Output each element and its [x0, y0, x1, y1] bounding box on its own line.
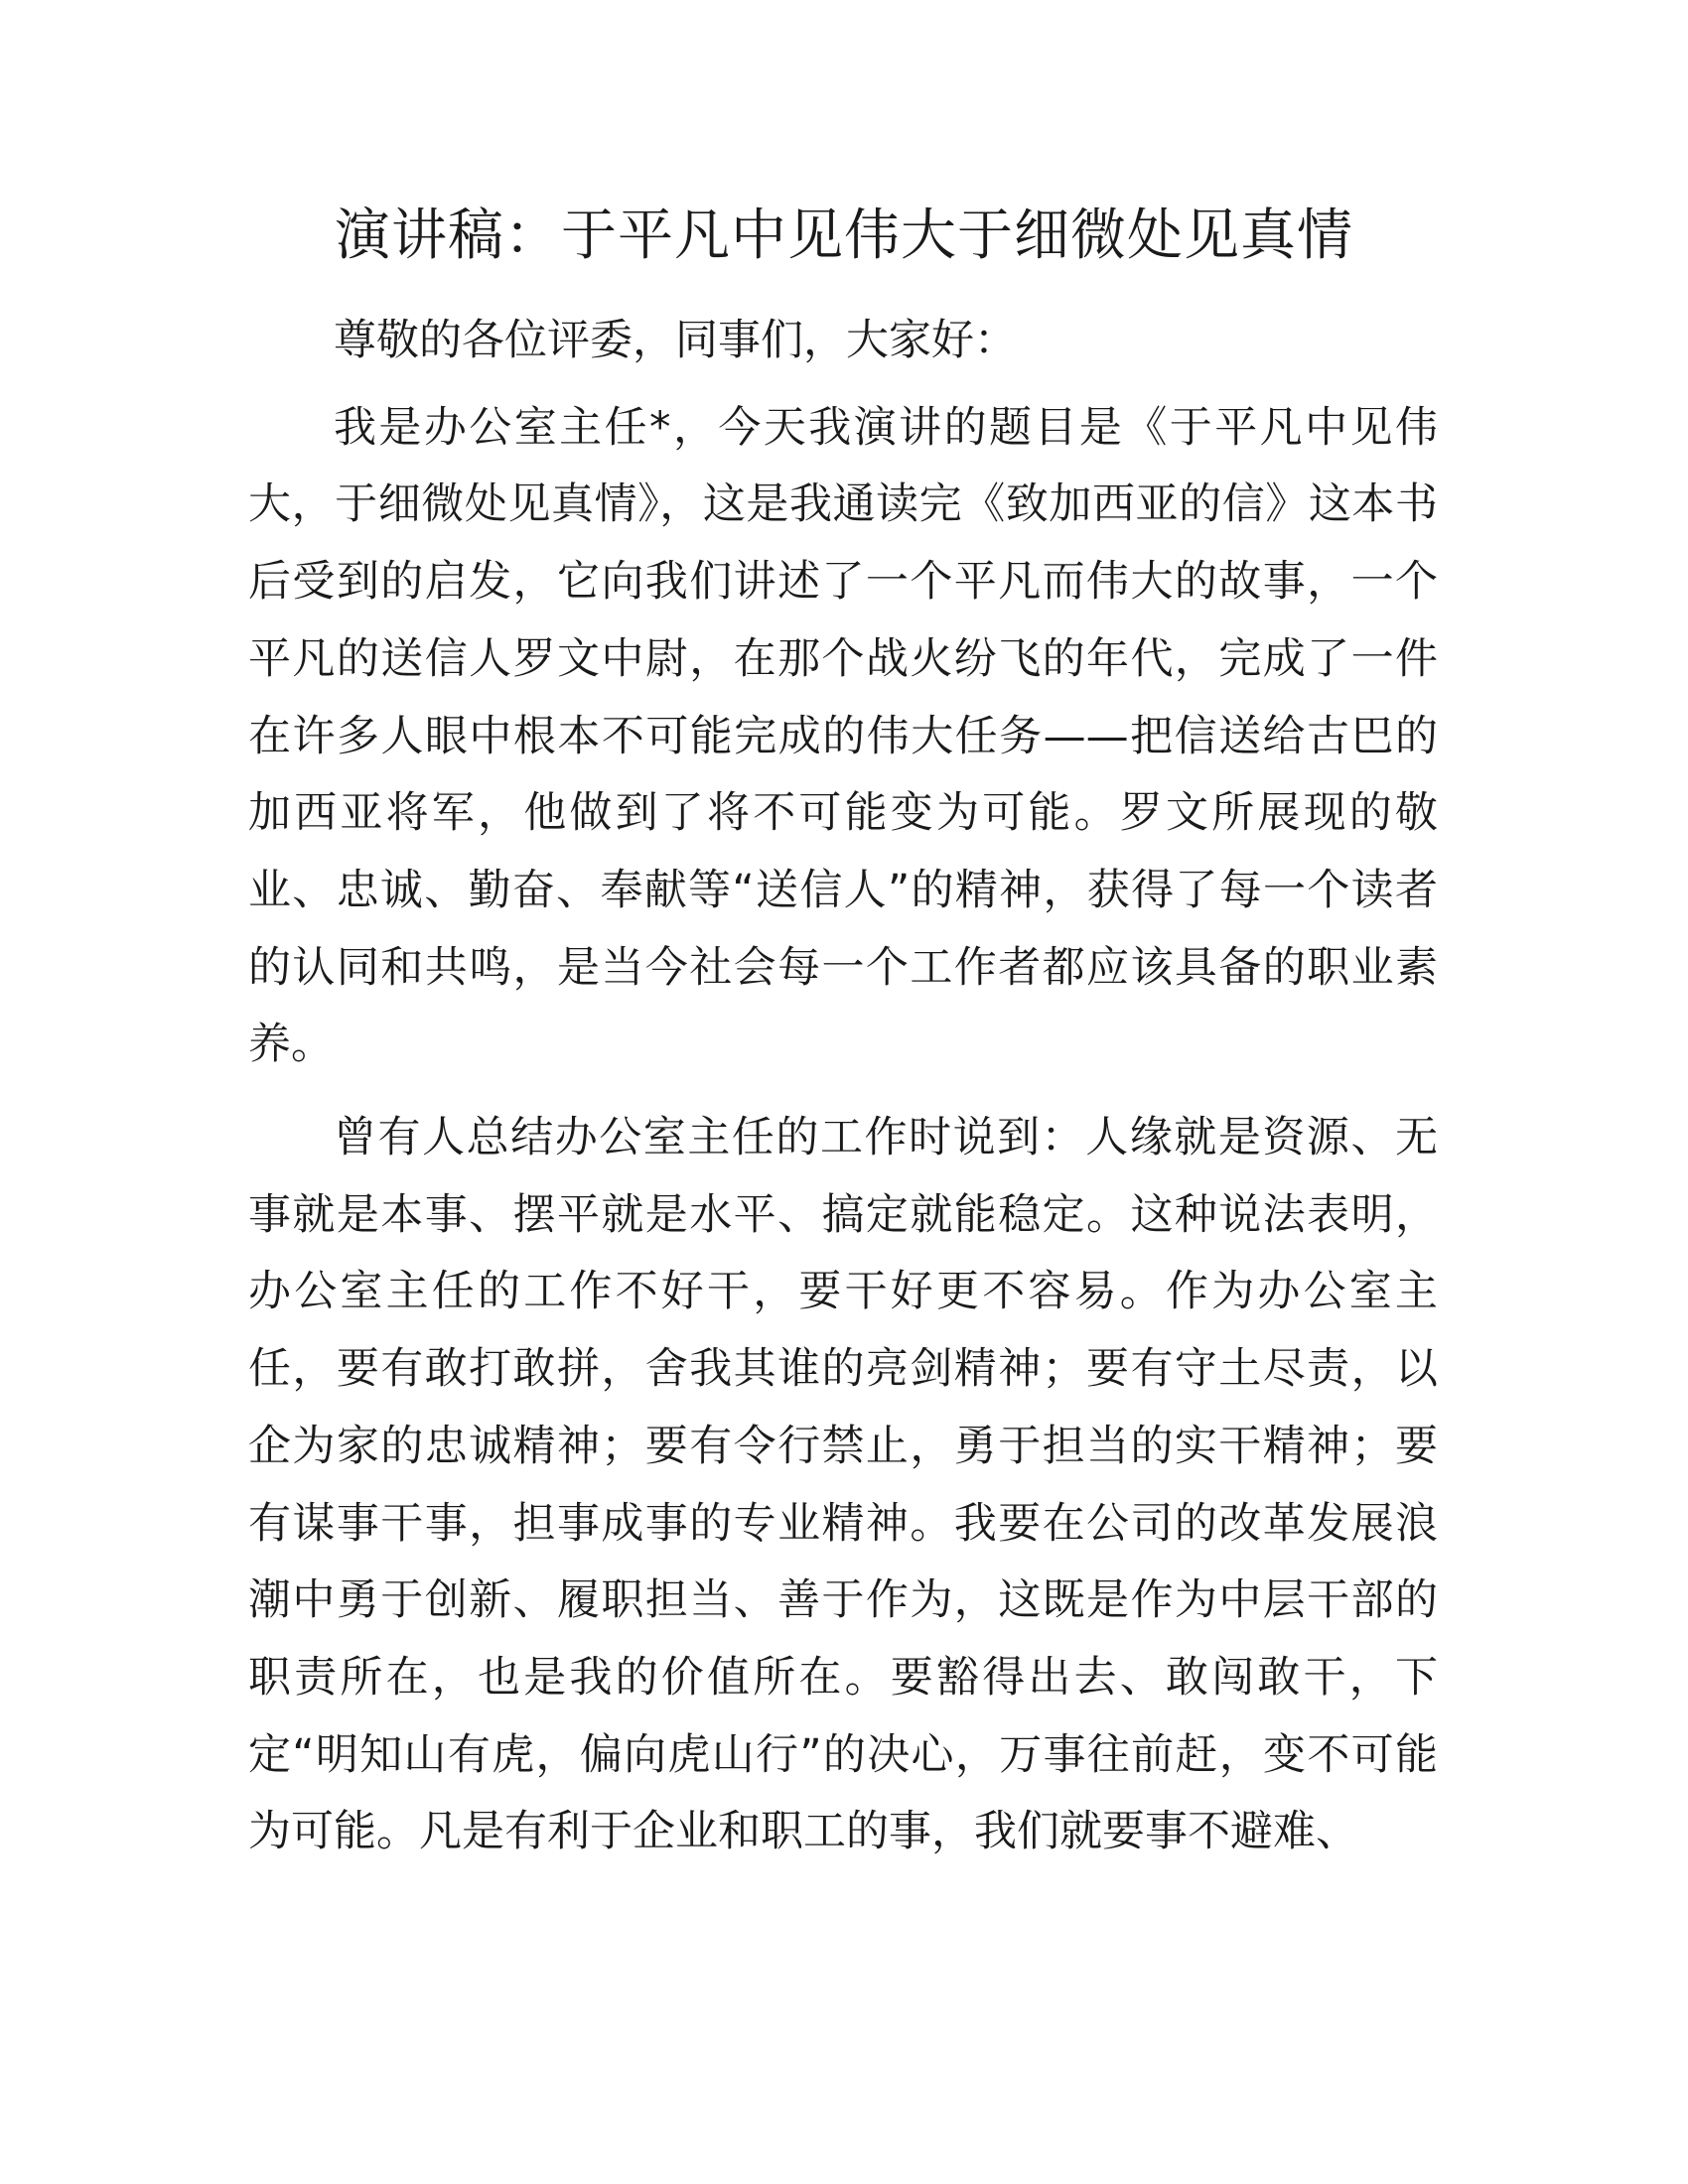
document-title: 演讲稿：于平凡中见伟大于细微处见真情: [335, 204, 1353, 268]
document-body: [248, 303, 1438, 1871]
intro-paragraph: 我是办公室主任*，今天我演讲的题目是《于平凡中见伟大，于细微处见真情》，这是我通读完《致加西亚的信》这本书后受到的启发，它向我们讲述了一个平凡而伟大的故事，一个平凡的送信人罗文中尉，在那个战火纷飞的年代，完成了一件在许多人眼中根本不可能完成的伟大任务——把信送给古巴的加西亚将军，他做到了将不可能变为可能。罗文所展现的敬业、忠诚、勤奋、奉献等“送信人”的精神，获得了每一个读者的认同和共鸣，是当今社会每一个工作者都应该具备的职业素养。: [248, 402, 1438, 1070]
greeting-paragraph: 尊敬的各位评委，同事们，大家好：: [334, 316, 1017, 365]
body-paragraph: 曾有人总结办公室主任的工作时说到：人缘就是资源、无事就是本事、摆平就是水平、搞定就能稳定。这种说法表明，办公室主任的工作不好干，要干好更不容易。作为办公室主任，要有敢打敢拼，舍我其谁的亮剑精神；要有守土尽责，以企为家的忠诚精神；要有令行禁止，勇于担当的实干精神；要有谋事干事，担事成事的专业精神。我要在公司的改革发展浪潮中勇于创新、履职担当、善于作为，这既是作为中层干部的职责所在，也是我的价值所在。要豁得出去、敢闯敢干，下定“明知山有虎，偏向虎山行”的决心，万事往前赶，变不可能为可能。凡是有利于企业和职工的事，我们就要事不避难、: [248, 1113, 1438, 1857]
